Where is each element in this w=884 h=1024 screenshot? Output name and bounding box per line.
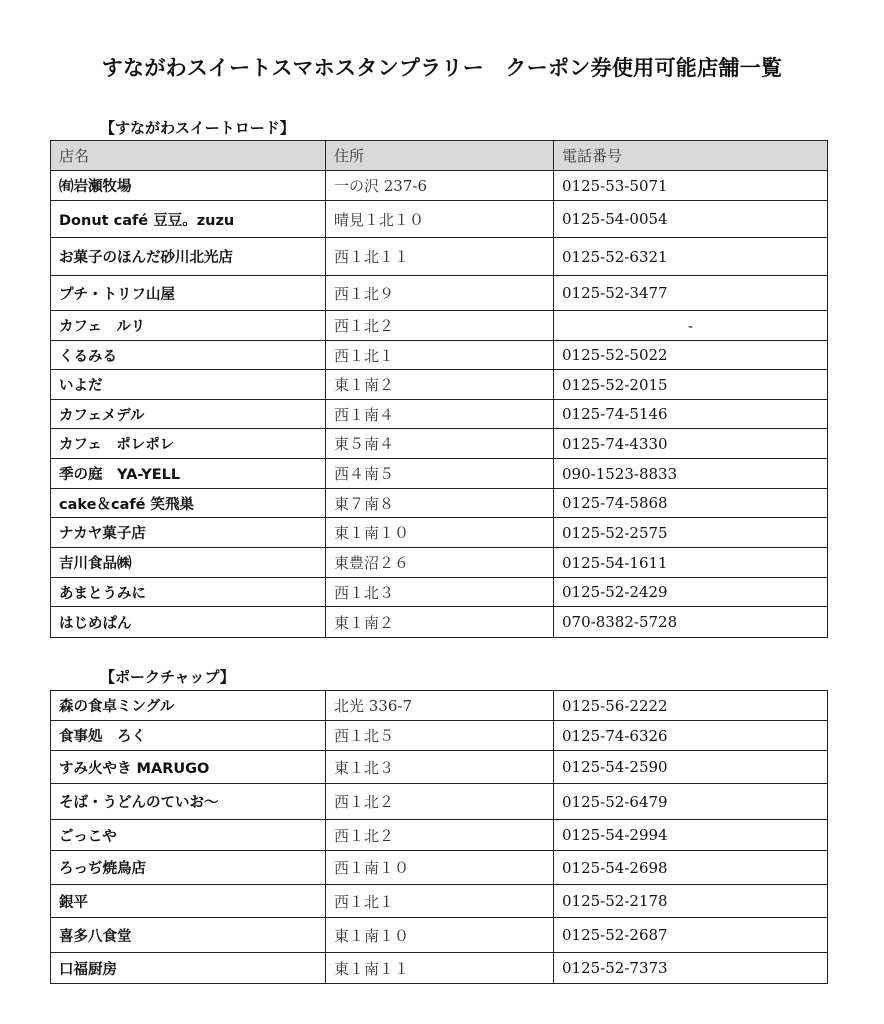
- shop-name-cell: お菓子のほんだ砂川北光店: [51, 238, 326, 276]
- section-heading-pork-chop: 【ポークチャップ】: [100, 668, 235, 686]
- table-row: [51, 953, 828, 984]
- shop-address-cell: 西１北２: [326, 311, 554, 341]
- shop-name-cell: カフェメデル: [51, 400, 326, 429]
- column-header-name: 店名: [51, 141, 326, 171]
- shop-name-cell: はじめぱん: [51, 607, 326, 638]
- shop-name-cell: くるみる: [51, 341, 326, 370]
- table-row: [51, 751, 828, 784]
- shop-phone-cell: 0125-52-7373: [554, 953, 828, 984]
- shop-address-cell: 東豊沼２６: [326, 548, 554, 578]
- shop-name-cell: あまとうみに: [51, 578, 326, 607]
- table-row: [51, 311, 828, 341]
- table-row: [51, 238, 828, 276]
- table-row: [51, 370, 828, 400]
- shop-name-cell: cake＆café 笑飛巣: [51, 489, 326, 518]
- shop-name-cell: すみ火やき MARUGO: [51, 751, 326, 784]
- shop-phone-cell: 0125-52-2178: [554, 885, 828, 918]
- shop-name-cell: ㈲岩瀬牧場: [51, 171, 326, 201]
- table-row: [51, 607, 828, 638]
- shop-phone-cell: 0125-54-2590: [554, 751, 828, 784]
- shop-phone-cell: 0125-74-5146: [554, 400, 828, 429]
- shop-table-pork-chop: [50, 690, 828, 984]
- shop-name-cell: ろっぢ焼鳥店: [51, 851, 326, 885]
- shop-phone-cell: 0125-74-6326: [554, 721, 828, 751]
- shop-address-cell: 一の沢 237-6: [326, 171, 554, 201]
- shop-phone-cell: 0125-52-2429: [554, 578, 828, 607]
- shop-name-cell: カフェ ポレポレ: [51, 429, 326, 459]
- shop-name-cell: 季の庭 YA-YELL: [51, 459, 326, 489]
- table-row: [51, 721, 828, 751]
- column-header-address: 住所: [326, 141, 554, 171]
- table-row: [51, 784, 828, 820]
- table-row: [51, 578, 828, 607]
- shop-name-cell: 喜多八食堂: [51, 918, 326, 953]
- table-row: [51, 201, 828, 238]
- shop-address-cell: 西１北２: [326, 784, 554, 820]
- shop-address-cell: 西１北２: [326, 820, 554, 851]
- shop-phone-cell: 070-8382-5728: [554, 607, 828, 638]
- table-header-row: [51, 141, 828, 171]
- shop-name-cell: いよだ: [51, 370, 326, 400]
- table-row: [51, 518, 828, 548]
- column-header-phone: 電話番号: [554, 141, 828, 171]
- shop-address-cell: 東１南１０: [326, 518, 554, 548]
- shop-address-cell: 西１南１０: [326, 851, 554, 885]
- shop-address-cell: 東１南２: [326, 607, 554, 638]
- table-row: [51, 341, 828, 370]
- table-row: [51, 851, 828, 885]
- shop-phone-cell: 0125-52-2015: [554, 370, 828, 400]
- shop-phone-cell: 0125-52-6479: [554, 784, 828, 820]
- shop-phone-cell: 0125-52-5022: [554, 341, 828, 370]
- shop-address-cell: 東１南２: [326, 370, 554, 400]
- table-row: [51, 459, 828, 489]
- table-row: [51, 429, 828, 459]
- shop-phone-cell: 0125-52-6321: [554, 238, 828, 276]
- shop-phone-cell: 0125-52-2687: [554, 918, 828, 953]
- table-row: [51, 171, 828, 201]
- table-row: [51, 691, 828, 721]
- shop-name-cell: 食事処 ろく: [51, 721, 326, 751]
- shop-address-cell: 東５南４: [326, 429, 554, 459]
- shop-phone-cell: 0125-53-5071: [554, 171, 828, 201]
- shop-address-cell: 北光 336-7: [326, 691, 554, 721]
- shop-phone-cell: 0125-54-2698: [554, 851, 828, 885]
- table-row: [51, 548, 828, 578]
- table-row: [51, 276, 828, 311]
- shop-name-cell: プチ・トリフ山屋: [51, 276, 326, 311]
- shop-address-cell: 東１北３: [326, 751, 554, 784]
- shop-name-cell: 銀平: [51, 885, 326, 918]
- shop-phone-cell: -: [554, 311, 828, 341]
- table-row: [51, 885, 828, 918]
- shop-name-cell: Donut café 豆豆。zuzu: [51, 201, 326, 238]
- shop-name-cell: カフェ ルリ: [51, 311, 326, 341]
- table-row: [51, 820, 828, 851]
- shop-address-cell: 西１北１: [326, 341, 554, 370]
- shop-phone-cell: 0125-74-4330: [554, 429, 828, 459]
- table-row: [51, 400, 828, 429]
- shop-address-cell: 西１北３: [326, 578, 554, 607]
- shop-address-cell: 東７南８: [326, 489, 554, 518]
- page-title: すながわスイートスマホスタンプラリー クーポン券使用可能店舗一覧: [101, 56, 783, 80]
- shop-phone-cell: 0125-74-5868: [554, 489, 828, 518]
- shop-name-cell: 吉川食品㈱: [51, 548, 326, 578]
- shop-address-cell: 西１北１: [326, 885, 554, 918]
- section-heading-sweet-road: 【すながわスイートロード】: [100, 119, 295, 137]
- shop-address-cell: 西１北１１: [326, 238, 554, 276]
- shop-name-cell: ごっこや: [51, 820, 326, 851]
- shop-address-cell: 東１南１０: [326, 918, 554, 953]
- shop-phone-cell: 0125-54-2994: [554, 820, 828, 851]
- shop-phone-cell: 0125-56-2222: [554, 691, 828, 721]
- shop-address-cell: 東１南１１: [326, 953, 554, 984]
- shop-name-cell: そば・うどんのていお～: [51, 784, 326, 820]
- shop-name-cell: 森の食卓ミングル: [51, 691, 326, 721]
- shop-phone-cell: 090-1523-8833: [554, 459, 828, 489]
- shop-address-cell: 西１北９: [326, 276, 554, 311]
- shop-address-cell: 晴見１北１０: [326, 201, 554, 238]
- shop-table-sweet-road: [50, 140, 828, 638]
- shop-address-cell: 西１南４: [326, 400, 554, 429]
- shop-name-cell: 口福厨房: [51, 953, 326, 984]
- table-row: [51, 489, 828, 518]
- shop-phone-cell: 0125-54-1611: [554, 548, 828, 578]
- shop-address-cell: 西１北５: [326, 721, 554, 751]
- shop-phone-cell: 0125-54-0054: [554, 201, 828, 238]
- shop-address-cell: 西４南５: [326, 459, 554, 489]
- table-row: [51, 918, 828, 953]
- shop-phone-cell: 0125-52-2575: [554, 518, 828, 548]
- shop-name-cell: ナカヤ菓子店: [51, 518, 326, 548]
- shop-phone-cell: 0125-52-3477: [554, 276, 828, 311]
